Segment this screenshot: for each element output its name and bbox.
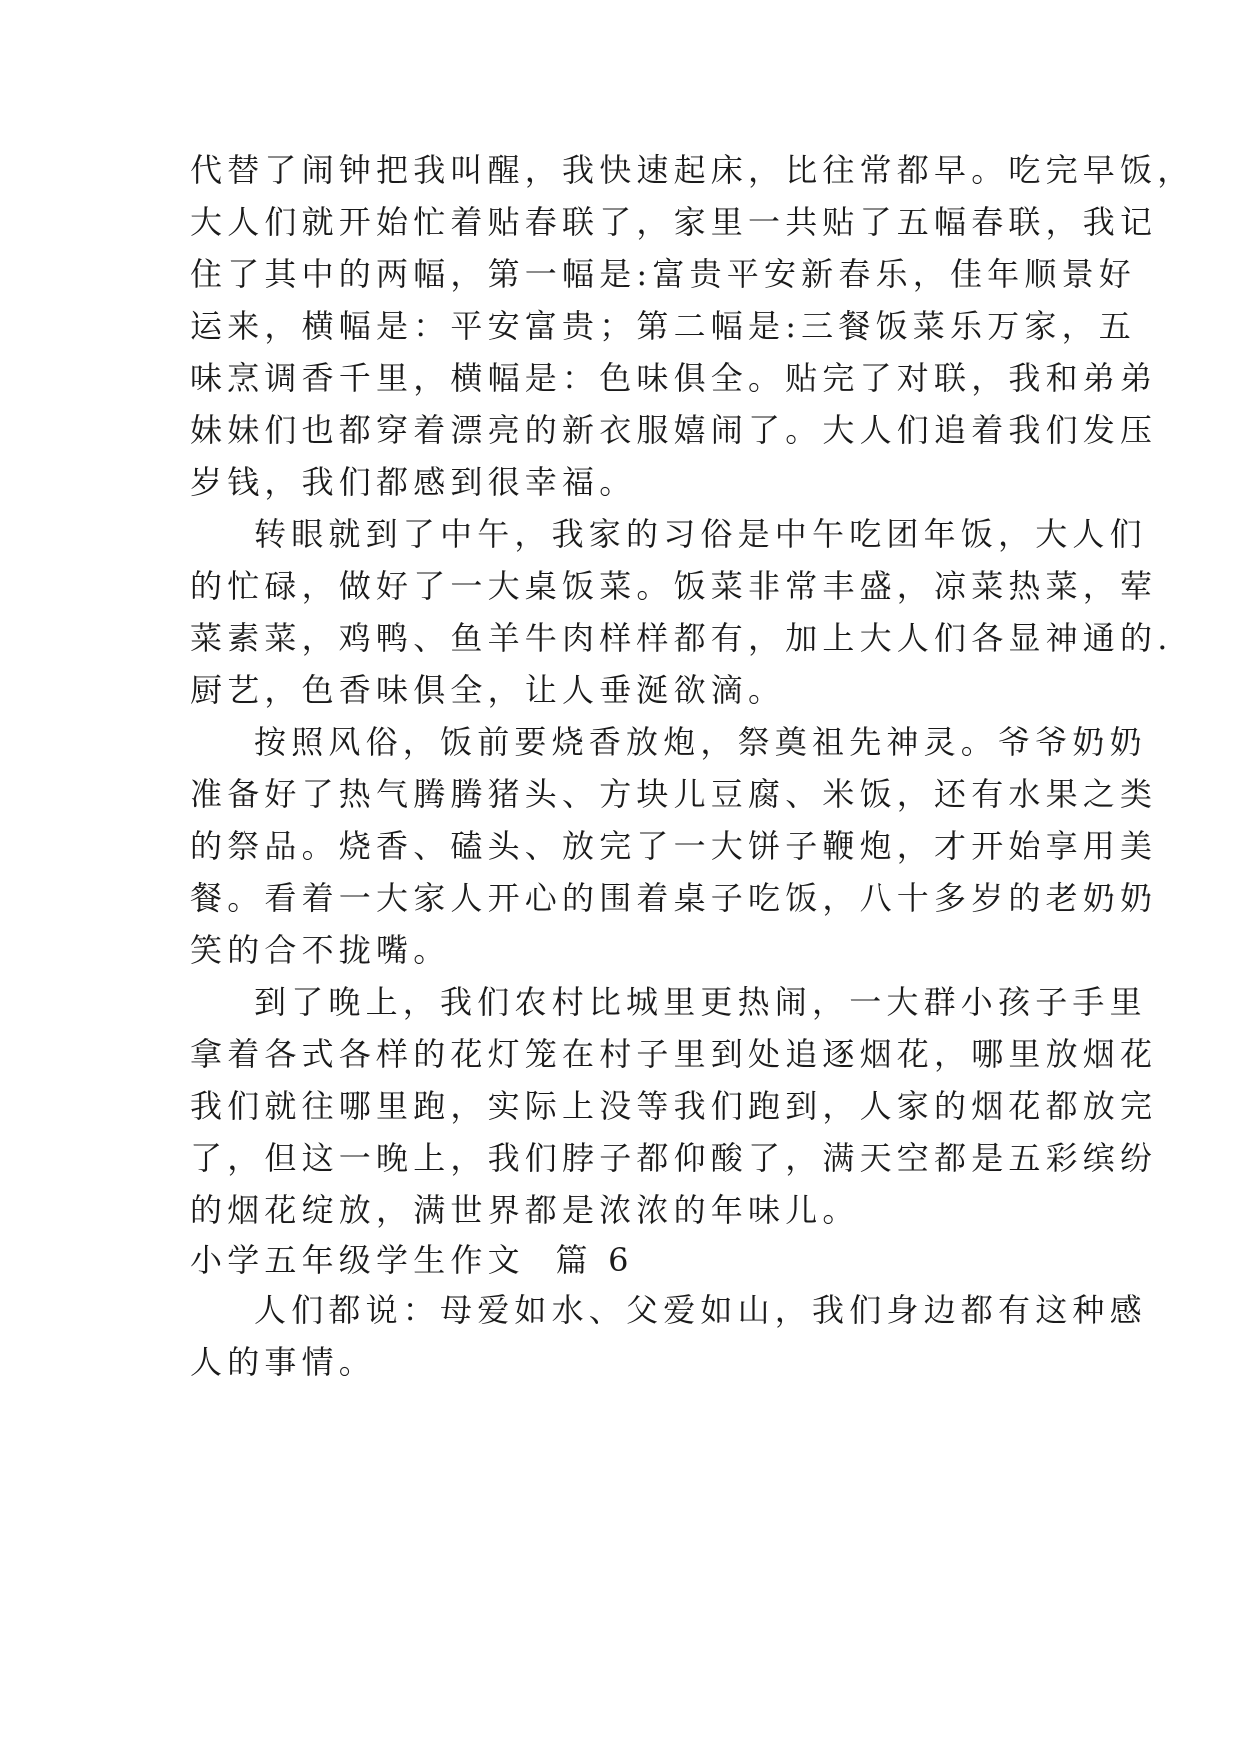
text-line: 味烹调香千里，横幅是：色味俱全。贴完了对联，我和弟弟 <box>190 359 1158 397</box>
text-line: 大人们就开始忙着贴春联了，家里一共贴了五幅春联，我记 <box>190 203 1158 241</box>
section-heading: 小学五年级学生作文 篇 6 <box>190 1241 634 1279</box>
text-line: 厨艺，色香味俱全，让人垂涎欲滴。 <box>190 671 786 709</box>
paragraph-first-line: 人们都说：母爱如水、父爱如山，我们身边都有这种感 <box>254 1291 1147 1329</box>
text-line: 妹妹们也都穿着漂亮的新衣服嬉闹了。大人们追着我们发压 <box>190 411 1158 449</box>
text-line: 的忙碌，做好了一大桌饭菜。饭菜非常丰盛，凉菜热菜，荤 <box>190 567 1158 605</box>
text-line: 运来，横幅是：平安富贵；第二幅是:三餐饭菜乐万家，五 <box>190 307 1136 345</box>
text-line: 餐。看着一大家人开心的围着桌子吃饭，八十多岁的老奶奶 <box>190 879 1158 917</box>
text-line: 人的事情。 <box>190 1343 377 1381</box>
paragraph-first-line: 转眼就到了中午，我家的习俗是中午吃团年饭，大人们 <box>254 515 1147 553</box>
text-line: 菜素菜，鸡鸭、鱼羊牛肉样样都有，加上大人们各显神通的. <box>190 619 1173 657</box>
text-line: 岁钱，我们都感到很幸福。 <box>190 463 637 501</box>
text-line: 拿着各式各样的花灯笼在村子里到处追逐烟花，哪里放烟花 <box>190 1035 1158 1073</box>
text-line: 住了其中的两幅，第一幅是:富贵平安新春乐，佳年顺景好 <box>190 255 1136 293</box>
text-line: 笑的合不拢嘴。 <box>190 931 451 969</box>
paragraph-first-line: 按照风俗，饭前要烧香放炮，祭奠祖先神灵。爷爷奶奶 <box>254 723 1147 761</box>
text-line: 我们就往哪里跑，实际上没等我们跑到，人家的烟花都放完 <box>190 1087 1158 1125</box>
paragraph-first-line: 到了晚上，我们农村比城里更热闹，一大群小孩子手里 <box>254 983 1147 1021</box>
text-line: 了，但这一晚上，我们脖子都仰酸了，满天空都是五彩缤纷 <box>190 1139 1158 1177</box>
text-line: 的烟花绽放，满世界都是浓浓的年味儿。 <box>190 1191 860 1229</box>
text-line: 准备好了热气腾腾猪头、方块儿豆腐、米饭，还有水果之类 <box>190 775 1158 813</box>
text-line: 的祭品。烧香、磕头、放完了一大饼子鞭炮，才开始享用美 <box>190 827 1158 865</box>
text-line: 代替了闹钟把我叫醒，我快速起床，比往常都早。吃完早饭， <box>190 151 1195 189</box>
